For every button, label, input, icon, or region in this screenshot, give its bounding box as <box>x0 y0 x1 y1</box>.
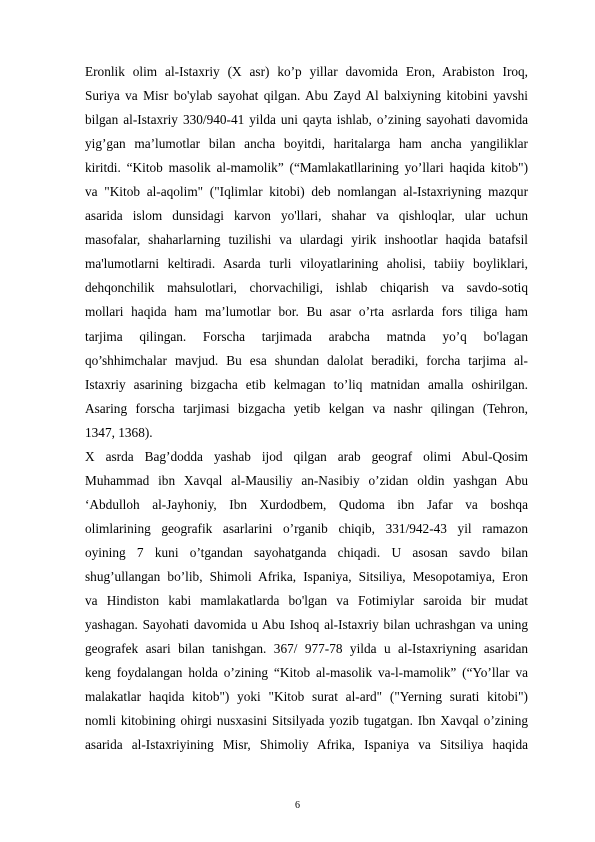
text-line: X asrda Bag’dodda yashab ijod qilgan arab geograf olimi Abul-Qosim <box>85 448 528 464</box>
text-line: geografek asari bilan tanishgan. 367/ 977-78 yilda u al-Istaxriyning asaridan <box>85 641 528 657</box>
text-line: keng foydalangan holda o’zining “Kitob al-masolik va-l-mamolik” (“Yo’llar va <box>85 665 528 681</box>
text-line: dehqonchilik mahsulotlari, chorvachiligi, ishlab chiqarish va savdo-sotiq <box>85 280 528 296</box>
body-text <box>85 60 528 757</box>
text-line: qo’shhimchalar mavjud. Bu esa shundan dalolat beradiki, forcha tarjima al- <box>85 352 528 368</box>
text-line: Eronlik olim al-Istaxriy (X asr) ko’p yillar davomida Eron, Arabiston Iroq, <box>85 64 528 79</box>
text-line: Suriya va Misr bo'ylab sayohat qilgan. Abu Zayd Al balxiyning kitobini yavshi <box>85 88 528 104</box>
text-line: asarida al-Istaxriyining Misr, Shimoliy Afrika, Ispaniya va Sitsiliya haqida <box>85 737 528 753</box>
text-line: 1347, 1368). <box>85 424 153 440</box>
text-line: va Hindiston kabi mamlakatlarda bo'lgan va Fotimiylar saroida bir mudat <box>85 593 528 609</box>
text-line: mollari haqida ham ma’lumotlar bor. Bu asar o’rta asrlarda fors tiliga ham <box>85 304 528 320</box>
text-line: yashagan. Sayohati davomida u Abu Ishoq al-Istaxriy bilan uchrashgan va uning <box>85 617 528 633</box>
text-line: Muhammad ibn Xavqal al-Mausiliy an-Nasibiy o’zidan oldin yashgan Abu <box>85 472 528 488</box>
text-line: kiritdi. “Kitob masolik al-mamolik” (“Mamlakatllarining yo’llari haqida kitob") <box>85 160 528 176</box>
text-line: nomli kitobining ohirgi nusxasini Sitsilyada yozib tugatgan. Ibn Xavqal o’zining <box>85 713 528 729</box>
text-line: yig’gan ma’lumotlar bilan ancha boyitdi, haritalarga ham ancha yangiliklar <box>85 136 528 152</box>
page-number: 6 <box>295 800 300 811</box>
text-line: asarida islom dunsidagi karvon yo'llari, shahar va qishloqlar, ular uchun <box>85 208 528 224</box>
text-line: Asaring forscha tarjimasi bizgacha yetib kelgan va nashr qilingan (Tehron, <box>85 400 528 416</box>
text-line: masofalar, shaharlarning tuzilishi va ulardagi yirik inshootlar haqida batafsil <box>85 232 528 248</box>
text-line: malakatlar haqida kitob") yoki "Kitob surat al-ard" ("Yerning surati kitobi") <box>85 689 528 705</box>
text-line: ma'lumotlarni keltiradi. Asarda turli viloyatlarining aholisi, tabiiy boyliklari, <box>85 256 528 272</box>
text-line: oyining 7 kuni o’tgandan sayohatganda chiqadi. U asosan savdo bilan <box>85 544 528 560</box>
text-line: Istaxriy asarining bizgacha etib kelmagan to’liq matnidan amalla oshirilgan. <box>85 376 528 392</box>
text-line: va "Kitob al-aqolim" ("Iqlimlar kitobi) deb nomlangan al-Istaxriyning mazqur <box>85 184 528 200</box>
text-line: ‘Abdulloh al-Jayhoniy, Ibn Xurdodbem, Qudoma ibn Jafar va boshqa <box>85 496 528 512</box>
text-line: bilgan al-Istaxriy 330/940-41 yilda uni qayta ishlab, o’zining sayohati davomida <box>85 112 528 128</box>
text-line: shug’ullangan bo’lib, Shimoli Afrika, Ispaniya, Sitsiliya, Mesopotamiya, Eron <box>85 568 528 584</box>
text-line: tarjima qilingan. Forscha tarjimada arabcha matnda yo’q bo'lagan <box>85 328 528 344</box>
text-line: olimlarining geografik asarlarini o’rganib chiqib, 331/942-43 yil ramazon <box>85 520 528 536</box>
